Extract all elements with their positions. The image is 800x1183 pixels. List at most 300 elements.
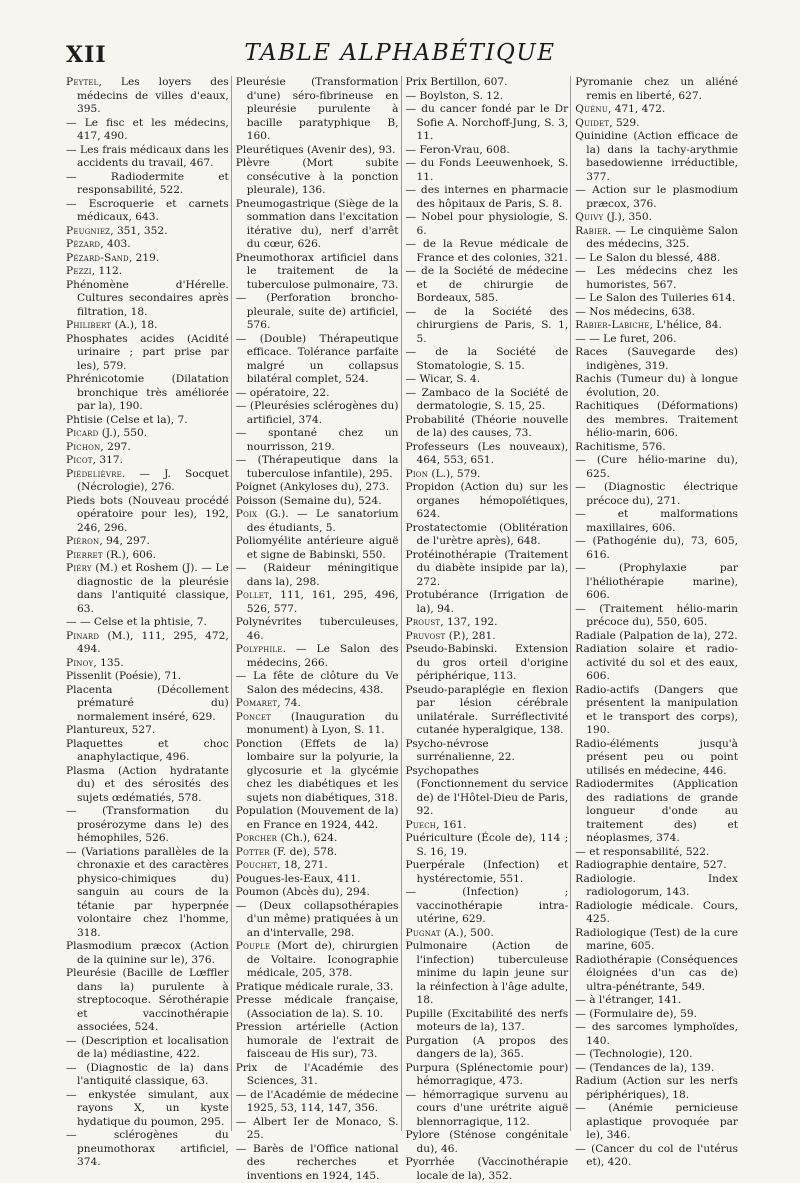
index-entry (575, 954, 738, 995)
index-entry (236, 1143, 399, 1183)
entry-text: — (Deux collapsothérapies d'un même) pratiquées à un an d'intervalle, 298. (236, 900, 399, 939)
index-entry (575, 373, 738, 400)
index-entry (406, 103, 569, 144)
index-entry (66, 171, 229, 198)
entry-text: — (Pleurésies sclérogènes du) artificiel, 374. (236, 400, 399, 426)
index-entry (66, 535, 229, 549)
entry-text: — Action sur le plasmodium præcox, 376. (575, 184, 738, 210)
entry-text: (M.) et Roshem (J). — Le diagnostic de la pleurésie dans l'antiquité classique, 63. (77, 562, 229, 615)
entry-text: Radiale (Palpation de la), 272. (575, 630, 737, 642)
entry-author-name: Pezzi (66, 265, 92, 277)
index-entry (66, 562, 229, 616)
index-entry (406, 1129, 569, 1156)
entry-text: — Feron-Vrau, 608. (406, 144, 510, 156)
entry-text: Psycho-névrose surrénalienne, 22. (406, 738, 515, 764)
index-entry (236, 535, 399, 562)
index-entry (575, 603, 738, 630)
index-entry (575, 306, 738, 320)
entry-text: — (Pathogénie du), 73, 605, 616. (575, 535, 738, 561)
entry-text: — (Raideur méningitique dans la), 298. (236, 562, 399, 588)
index-entry (575, 1008, 738, 1022)
entry-text: (A.), 18. (111, 319, 157, 331)
entry-text: — Le fisc et les médecins, 417, 490. (66, 117, 229, 143)
entry-author-name: Piéry (66, 562, 92, 574)
entry-text: — Les médecins chez les humoristes, 567. (575, 265, 738, 291)
entry-text: Quinidine (Action efficace de la) dans la tachy-arythmie basedowienne irréductible, 377. (575, 130, 738, 183)
index-entry (406, 1035, 569, 1062)
index-entry (406, 684, 569, 738)
index-column-3 (406, 76, 572, 1131)
index-entry (236, 1062, 399, 1089)
index-entry (236, 387, 399, 401)
entry-text: — (Double) Thérapeutique efficace. Tolérance parfaite malgré un collapsus bilatéral complet, 524. (236, 333, 399, 386)
entry-text: — (Diagnostic électrique précoce du), 271. (575, 481, 738, 507)
entry-text: Pleurétiques (Avenir des), 93. (236, 144, 396, 156)
entry-author-name: Puech (406, 819, 437, 831)
index-entry (66, 967, 229, 1035)
entry-text: Prostatectomie (Oblitération de l'urètre après), 648. (406, 522, 569, 548)
entry-text: Probabilité (Théorie nouvelle de la) des causes, 73. (406, 414, 569, 440)
page-header (66, 38, 734, 72)
entry-text: (Ch.), 624. (277, 832, 337, 844)
entry-text: Radiothérapie (Conséquences éloignées d'un cas de) ultra-pénétrante, 549. (575, 954, 738, 993)
entry-text: — Radiodermite et responsabilité, 522. (66, 171, 229, 197)
index-entry (406, 940, 569, 1008)
entry-author-name: Pruvost (406, 630, 446, 642)
index-entry (66, 1062, 229, 1089)
index-entry (236, 940, 399, 981)
index-entry (66, 265, 229, 279)
entry-author-name: Peugniez (66, 225, 110, 237)
index-entry (66, 670, 229, 684)
entry-text: , 317. (93, 454, 123, 466)
index-column-1 (66, 76, 232, 1131)
index-entry (236, 157, 399, 198)
entry-text: Pleurésie (Transformation d'une) séro-fibrineuse en pleurésie purulente à bacille paratyphique B, 160. (236, 76, 399, 142)
index-entry (66, 549, 229, 563)
entry-text: — — Le furet, 206. (575, 333, 676, 345)
entry-text: — — Celse et la phtisie, 7. (66, 616, 207, 628)
entry-text: Protubérance (Irrigation de la), 94. (406, 589, 569, 615)
entry-text: — de la Société de Stomatologie, S. 15. (406, 346, 569, 372)
index-entry (575, 346, 738, 373)
index-entry (406, 549, 569, 590)
entry-text: Phénomène d'Hérelle. Cultures secondaires après filtration, 18. (66, 279, 229, 318)
index-entry (575, 184, 738, 211)
index-entry (575, 508, 738, 535)
entry-text: Pyorrhée (Vaccinothérapie locale de la), 352. (406, 1156, 569, 1182)
entry-author-name: Pomaret (236, 697, 278, 709)
entry-text: Pression artérielle (Action humorale de l'extrait de faisceau de His sur), 73. (236, 1021, 399, 1060)
index-entry (236, 832, 399, 846)
index-entry (575, 562, 738, 603)
entry-text: . — J. Socquet (Nécrologie), 276. (77, 468, 229, 494)
entry-author-name: Quénu (575, 103, 608, 115)
entry-text: — de la Revue médicale de France et des colonies, 321. (406, 238, 569, 264)
entry-text: Pulmonaire (Action de l'infection) tuberculeuse minime du lapin jeune sur la réinfection à l'âge adulte, 18. (406, 940, 569, 1006)
entry-text: Pseudo-paraplégie en flexion par lésion cérébrale unilatérale. Surréflectivité cutanée hyperalgique, 138. (406, 684, 569, 737)
index-entry (66, 657, 229, 671)
index-entry (236, 886, 399, 900)
entry-author-name: Pézard-Sand (66, 252, 129, 264)
entry-text: — hémorragique survenu au cours d'une urétrite aiguë blennorragique, 112. (406, 1089, 569, 1128)
entry-text: Placenta (Décollement prématuré du) normalement inséré, 629. (66, 684, 229, 723)
index-entry (66, 616, 229, 630)
index-entry (406, 387, 569, 414)
index-entry (66, 427, 229, 441)
index-entry (236, 198, 399, 252)
index-entry (575, 738, 738, 779)
entry-text: — du cancer fondé par le Dr Sofie A. Norchoff-Jung, S. 3, 11. (406, 103, 569, 142)
entry-text: , 112. (92, 265, 122, 277)
index-entry (66, 684, 229, 725)
index-entry (406, 1156, 569, 1183)
entry-text: (Mort de), chirurgien de Voltaire. Iconographie médicale, 205, 378. (247, 940, 399, 979)
entry-text: Protéinothérapie (Traitement du diabète insipide par la), 272. (406, 549, 569, 588)
index-entry (575, 1143, 738, 1170)
entry-text: — (Infection) ; vaccinothérapie intra-utérine, 629. (406, 886, 569, 925)
index-entry (406, 738, 569, 765)
index-entry (406, 927, 569, 941)
index-entry (406, 184, 569, 211)
entry-text: (G.). — Le sanatorium des étudiants, 5. (247, 508, 399, 534)
index-entry (66, 468, 229, 495)
entry-author-name: Pollet (236, 589, 269, 601)
index-entry (406, 1008, 569, 1035)
index-entry (66, 225, 229, 239)
index-entry (236, 711, 399, 738)
entry-author-name: Rabier-Labiche (575, 319, 649, 331)
entry-text: — Boylston, S. 12. (406, 90, 504, 102)
entry-text: . — Le Salon des médecins, 266. (247, 643, 399, 669)
index-entry (406, 468, 569, 482)
entry-text: Ponction (Effets de la) lombaire sur la polyurie, la glycosurie et la glycémie chez les diabétiques et les sujets non diabétiques, 318. (236, 738, 399, 804)
entry-text: Psychopathes (Fonctionnement du service de) de l'Hôtel-Dieu de Paris, 92. (406, 765, 569, 818)
entry-text: Population (Mouvement de la) en France en 1924, 442. (236, 805, 399, 831)
index-entry (406, 306, 569, 347)
index-entry (236, 562, 399, 589)
entry-text: — des sarcomes lymphoïdes, 140. (575, 1021, 738, 1047)
index-entry (406, 1089, 569, 1130)
index-entry (236, 1089, 399, 1116)
index-entry (575, 630, 738, 644)
index-columns (66, 76, 738, 1131)
entry-text: Radiologie médicale. Cours, 425. (575, 900, 738, 926)
entry-text: , 471, 472. (608, 103, 665, 115)
index-entry (66, 144, 229, 171)
entry-author-name: Proust (406, 616, 441, 628)
index-entry (575, 211, 738, 225)
index-entry (66, 441, 229, 455)
index-entry (236, 333, 399, 387)
index-entry (66, 333, 229, 374)
index-entry (66, 414, 229, 428)
page-number: XII (66, 42, 107, 68)
entry-text: Prix de l'Académie des Sciences, 31. (236, 1062, 399, 1088)
index-entry (575, 130, 738, 184)
entry-text: Pissenlit (Poésie), 71. (66, 670, 181, 682)
index-entry (575, 454, 738, 481)
index-entry (406, 157, 569, 184)
index-entry (66, 252, 229, 266)
index-entry (575, 643, 738, 684)
entry-author-name: Peytel (66, 76, 99, 88)
index-entry (406, 265, 569, 306)
entry-text: Radium (Action sur les nerfs périphériques), 18. (575, 1075, 738, 1101)
index-entry (66, 805, 229, 846)
entry-text: (J.), 350. (603, 211, 652, 223)
index-entry (66, 117, 229, 144)
entry-text: , Les loyers des médecins de villes d'eaux, 395. (77, 76, 229, 115)
entry-text: (P.), 281. (445, 630, 495, 642)
index-entry (236, 252, 399, 293)
entry-text: — des internes en pharmacie des hôpitaux de Paris, S. 8. (406, 184, 569, 210)
entry-text: Pseudo-Babinski. Extension du gros orteil d'origine périphérique, 113. (406, 643, 569, 682)
index-entry (66, 940, 229, 967)
index-entry (236, 144, 399, 158)
entry-author-name: Potter (236, 846, 270, 858)
entry-text: — spontané chez un nourrisson, 219. (236, 427, 399, 453)
index-entry (575, 333, 738, 347)
entry-text: , 403. (100, 238, 130, 250)
index-entry (66, 1089, 229, 1130)
entry-text: , 529. (609, 117, 639, 129)
index-entry (236, 738, 399, 806)
index-entry (236, 508, 399, 535)
index-entry (236, 805, 399, 832)
index-entry (66, 373, 229, 414)
index-entry (236, 697, 399, 711)
entry-text: — de la Société des chirurgiens de Paris, S. 1, 5. (406, 306, 569, 345)
entry-text: Poisson (Semaine du), 524. (236, 495, 382, 507)
entry-author-name: Poncet (236, 711, 271, 723)
index-entry (236, 400, 399, 427)
index-entry (66, 76, 229, 117)
entry-text: Puériculture (École de), 114 ; S. 16, 19. (406, 832, 569, 858)
entry-text: , 74. (277, 697, 301, 709)
entry-text: Propidon (Action du) sur les organes hémopoïétiques, 624. (406, 481, 569, 520)
entry-text: — Nos médecins, 638. (575, 306, 695, 318)
entry-text: — La fête de clôture du Ve Salon des médecins, 438. (236, 670, 399, 696)
entry-text: Races (Sauvegarde des) indigènes, 319. (575, 346, 738, 372)
index-entry (66, 1129, 229, 1170)
entry-author-name: Pouple (236, 940, 270, 952)
entry-text: — (Formulaire de), 59. (575, 1008, 697, 1020)
entry-author-name: Philibert (66, 319, 111, 331)
entry-author-name: Pion (406, 468, 429, 480)
entry-text: Radiation solaire et radio-activité du sol et des eaux, 606. (575, 643, 738, 682)
index-entry (66, 1035, 229, 1062)
entry-text: — Escroquerie et carnets médicaux, 643. (66, 198, 229, 224)
entry-text: Pneumothorax artificiel dans le traitement de la tuberculose pulmonaire, 73. (236, 252, 399, 291)
index-entry (575, 1048, 738, 1062)
entry-text: , L'hélice, 84. (650, 319, 722, 331)
entry-text: Pupille (Excitabilité des nerfs moteurs de la), 137. (406, 1008, 569, 1034)
index-entry (575, 900, 738, 927)
entry-text: — et malformations maxillaires, 606. (575, 508, 738, 534)
entry-author-name: Poix (236, 508, 257, 520)
entry-author-name: Pinard (66, 630, 99, 642)
entry-text: Plasmodium præcox (Action de la quinine sur le), 376. (66, 940, 229, 966)
index-entry (236, 495, 399, 509)
index-entry (236, 873, 399, 887)
index-entry (575, 441, 738, 455)
index-entry (66, 630, 229, 657)
index-entry (406, 346, 569, 373)
entry-text: , 297. (100, 441, 130, 453)
index-entry (406, 589, 569, 616)
entry-text: — (Anémie pernicieuse aplastique provoquée par le), 346. (575, 1102, 738, 1141)
entry-text: — et responsabilité, 522. (575, 846, 709, 858)
index-entry (575, 292, 738, 306)
entry-author-name: Polyphile (236, 643, 283, 655)
index-entry (236, 76, 399, 144)
entry-text: — Le Salon des Tuileries 614. (575, 292, 735, 304)
index-entry (575, 1062, 738, 1076)
index-column-2 (236, 76, 402, 1131)
entry-text: — (Prophylaxie par l'héliothérapie marine), 606. (575, 562, 738, 601)
index-entry (236, 1116, 399, 1143)
index-entry (406, 832, 569, 859)
index-entry (66, 765, 229, 806)
entry-author-name: Pinoy (66, 657, 93, 669)
entry-text: (Inauguration du monument) à Lyon, S. 11. (247, 711, 399, 737)
index-entry (236, 481, 399, 495)
entry-text: Pougues-les-Eaux, 411. (236, 873, 361, 885)
entry-text: — (Traitement hélio-marin précoce du), 550, 605. (575, 603, 738, 629)
index-entry (406, 819, 569, 833)
index-entry (66, 454, 229, 468)
entry-text: Rachis (Tumeur du) à longue évolution, 20. (575, 373, 738, 399)
entry-text: Puerpérale (Infection) et hystérectomie, 551. (406, 859, 569, 885)
entry-text: , 94, 297. (99, 535, 150, 547)
index-entry (406, 144, 569, 158)
index-entry (406, 90, 569, 104)
entry-text: Pleurésie (Bacille de Lœffler dans la) purulente à streptocoque. Sérothérapie et vaccinothérapie associées, 524. (66, 967, 229, 1033)
index-entry (575, 103, 738, 117)
entry-text: — Le Salon du blessé, 488. (575, 252, 720, 264)
entry-text: (J.), 550. (98, 427, 147, 439)
entry-text: Radiologie. Index radiologorum, 143. (575, 873, 738, 899)
index-entry (406, 373, 569, 387)
entry-text: , 111, 161, 295, 496, 526, 577. (247, 589, 399, 615)
index-entry (575, 1075, 738, 1102)
entry-text: , 219. (129, 252, 159, 264)
index-entry (236, 981, 399, 995)
index-entry (236, 454, 399, 481)
index-entry (236, 616, 399, 643)
entry-text: (F. de), 578. (270, 846, 337, 858)
entry-text: — (Tendances de la), 139. (575, 1062, 714, 1074)
entry-text: Radiographie dentaire, 527. (575, 859, 726, 871)
entry-text: — sclérogènes du pneumothorax artificiel, 374. (66, 1129, 229, 1168)
entry-text: — (Perforation broncho-pleurale, suite de) artificiel, 576. (236, 292, 399, 331)
index-entry (236, 900, 399, 941)
entry-text: (A.), 500. (441, 927, 494, 939)
index-entry (66, 238, 229, 252)
entry-text: — (Transformation du prosérozyme dans le) des hémophiles, 526. (66, 805, 229, 844)
entry-text: — Albert Ier de Monaco, S. 25. (236, 1116, 399, 1142)
entry-text: — du Fonds Leeuwenhoek, S. 11. (406, 157, 569, 183)
entry-text: Professeurs (Les nouveaux), 464, 553, 651. (406, 441, 569, 467)
entry-text: Radio-actifs (Dangers que présentent la manipulation et le transport des corps), 190. (575, 684, 738, 737)
entry-text: Polynévrites tuberculeuses, 46. (236, 616, 399, 642)
entry-text: . — Le cinquième Salon des médecins, 325. (586, 225, 738, 251)
index-entry (575, 684, 738, 738)
index-entry (236, 859, 399, 873)
entry-author-name: Rabier (575, 225, 608, 237)
entry-text: — de la Société de médecine et de chirurgie de Bordeaux, 585. (406, 265, 569, 304)
index-entry (575, 252, 738, 266)
index-entry (66, 495, 229, 536)
entry-text: Phosphates acides (Acidité urinaire ; part prise par les), 579. (66, 333, 229, 372)
entry-text: Pylore (Sténose congénitale du), 46. (406, 1129, 569, 1155)
index-entry (406, 481, 569, 522)
index-entry (66, 724, 229, 738)
entry-text: (M.), 111, 295, 472, 494. (77, 630, 229, 656)
index-entry (236, 1021, 399, 1062)
entry-author-name: Pézard (66, 238, 100, 250)
entry-text: — (Cancer du col de l'utérus et), 420. (575, 1143, 738, 1169)
entry-text: — de l'Académie de médecine 1925, 53, 114, 147, 356. (236, 1089, 399, 1115)
index-entry (406, 1062, 569, 1089)
entry-text: Radiologique (Test) de la cure marine, 605. (575, 927, 738, 953)
index-entry (575, 535, 738, 562)
entry-text: — à l'étranger, 141. (575, 994, 681, 1006)
index-entry (406, 616, 569, 630)
index-entry (236, 994, 399, 1021)
index-entry (66, 198, 229, 225)
index-entry (236, 292, 399, 333)
entry-text: (R.), 606. (103, 549, 156, 561)
index-entry (575, 400, 738, 441)
index-entry (406, 211, 569, 238)
entry-text: — Les frais médicaux dans les accidents du travail, 467. (66, 144, 229, 170)
entry-author-name: Quidet (575, 117, 609, 129)
index-entry (66, 279, 229, 320)
entry-text: Poliomyélite antérieure aiguë et signe de Babinski, 550. (236, 535, 399, 561)
entry-author-name: Quivy (575, 211, 603, 223)
entry-text: — (Cure hélio-marine du), 625. (575, 454, 738, 480)
entry-author-name: Picot (66, 454, 93, 466)
entry-text: Poignet (Ankyloses du), 273. (236, 481, 389, 493)
index-entry (575, 117, 738, 131)
entry-text: Radiodermites (Application des radiations de grande longueur d'onde au traitement des) et néoplasmes, 374. (575, 778, 738, 844)
entry-text: — Barès de l'Office national des recherches et inventions en 1924, 145. (236, 1143, 399, 1182)
entry-text: , 351, 352. (110, 225, 167, 237)
index-entry (575, 994, 738, 1008)
index-entry (575, 927, 738, 954)
entry-text: Phrénicotomie (Dilatation bronchique très améliorée par la), 190. (66, 373, 229, 412)
index-entry (406, 643, 569, 684)
index-entry (66, 319, 229, 333)
entry-text: , 18, 271. (277, 859, 328, 871)
entry-text: — Nobel pour physiologie, S. 6. (406, 211, 569, 237)
entry-text: (L.), 579. (428, 468, 480, 480)
index-entry (575, 873, 738, 900)
index-entry (575, 1021, 738, 1048)
entry-text: Plèvre (Mort subite consécutive à la ponction pleurale), 136. (236, 157, 399, 196)
index-entry (575, 225, 738, 252)
entry-text: Plasma (Action hydratante du) et des sérosités des sujets œdématiés, 578. (66, 765, 229, 804)
index-column-4 (575, 76, 738, 1131)
index-entry (575, 265, 738, 292)
entry-text: — Zambaco de la Société de dermatologie, S. 15, 25. (406, 387, 569, 413)
entry-text: , 135. (93, 657, 123, 669)
entry-text: Presse médicale française, (Association de la). S. 10. (236, 994, 399, 1020)
entry-text: — enkystée simulant, aux rayons X, un kyste hydatique du poumon, 295. (66, 1089, 229, 1128)
entry-text: — (Variations parallèles de la chronaxie et des caractères physico-chimiques du) sanguin au cours de la tétanie par hyperpnée volontaire chez l'homme, 318. (66, 846, 229, 939)
